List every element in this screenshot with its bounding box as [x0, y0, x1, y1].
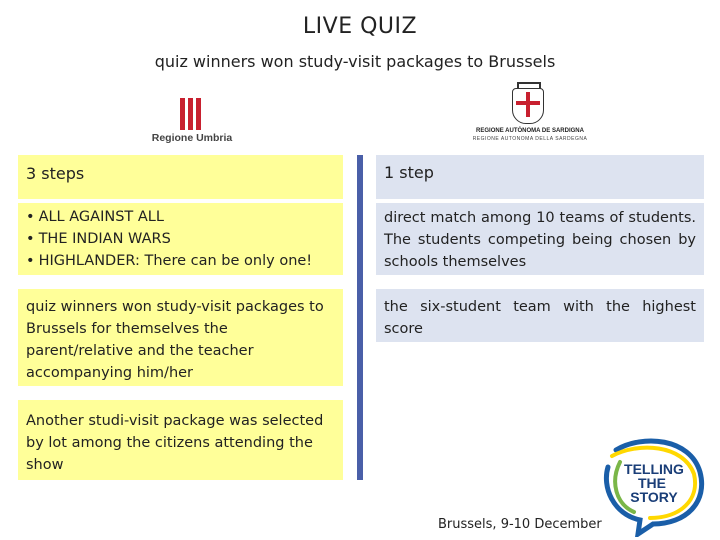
column-divider	[357, 155, 363, 480]
badge-line-1: TELLING	[624, 461, 684, 477]
sardegna-logo-line2: REGIONE AUTONOMA DELLA SARDEGNA	[472, 136, 588, 142]
right-steps-box	[376, 155, 704, 199]
left-rounds-box	[18, 203, 343, 275]
right-winner-box	[376, 289, 704, 342]
list-item: • HIGHLANDER: There can be only one!	[26, 250, 335, 272]
right-description-box	[376, 203, 704, 275]
badge-line-3: STORY	[630, 489, 678, 505]
regione-sardegna-logo	[470, 86, 590, 148]
slide-title: LIVE QUIZ	[302, 14, 418, 39]
four-moors-crest-icon	[512, 88, 544, 124]
left-prize-box	[18, 289, 343, 386]
match-description: direct match among 10 teams of students. The students competing being chosen by schools themselves	[384, 210, 696, 270]
left-steps-box	[18, 155, 343, 199]
winner-text: the six-student team with the highest score	[384, 299, 696, 337]
rounds-list	[26, 206, 335, 272]
sardegna-logo-line1: REGIONE AUTÒNOMA DE SARDIGNA	[476, 128, 584, 134]
slide-subtitle: quiz winners won study-visit packages to Brussels	[154, 52, 556, 71]
left-steps-label: 3 steps	[26, 164, 85, 183]
footer-date: Brussels, 9-10 December	[438, 517, 602, 532]
umbria-emblem-icon	[180, 98, 202, 130]
left-extra-box	[18, 400, 343, 480]
right-steps-label: 1 step	[384, 163, 434, 182]
regione-umbria-logo	[140, 92, 244, 150]
badge-line-2: THE	[638, 475, 666, 491]
list-item: • ALL AGAINST ALL	[26, 206, 335, 228]
list-item: • THE INDIAN WARS	[26, 228, 335, 250]
lottery-text: Another studi-visit package was selected by lot among the citizens attending the show	[26, 413, 324, 473]
umbria-logo-label: Regione Umbria	[151, 132, 233, 144]
prize-text: quiz winners won study-visit packages to Brussels for themselves the parent/relative and the teacher accompanying him/her	[26, 299, 324, 381]
